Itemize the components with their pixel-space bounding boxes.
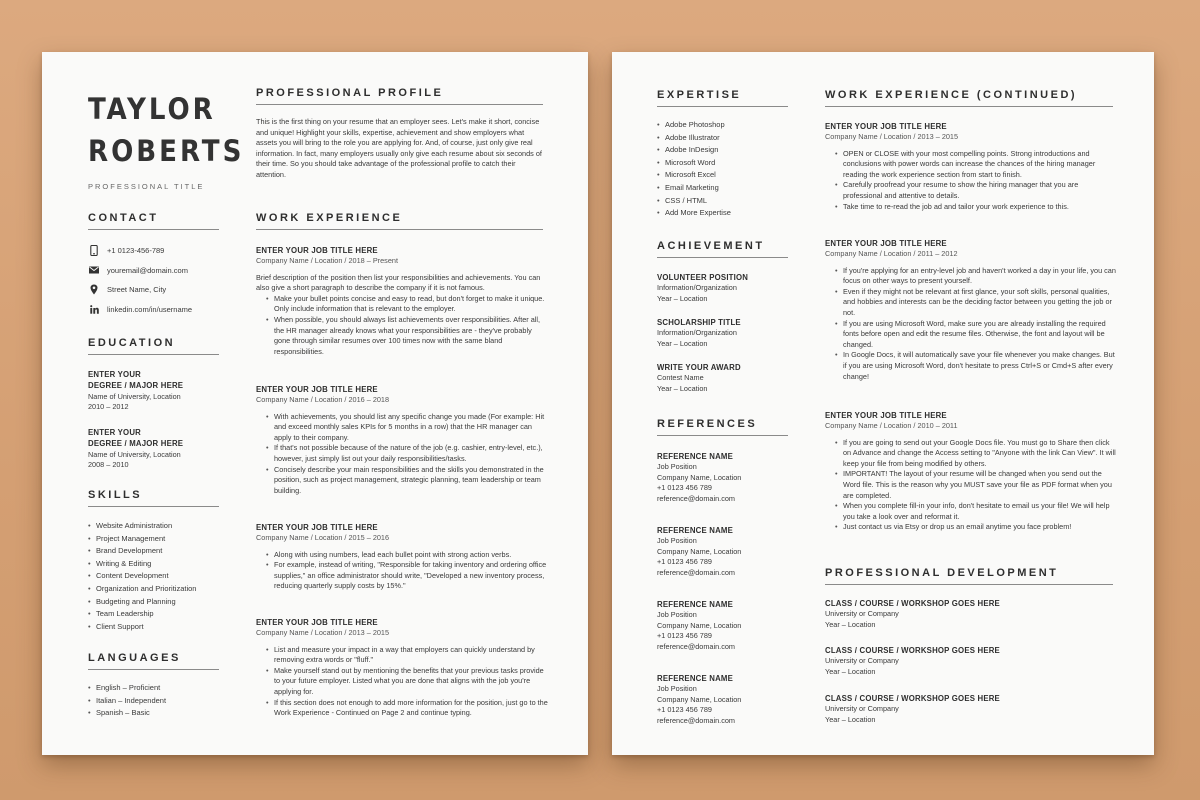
list-item: • Team Leadership <box>88 608 228 621</box>
reference-position: Job Position <box>657 610 697 619</box>
contact-linkedin <box>88 300 223 320</box>
reference-email: reference@domain.com <box>657 567 735 577</box>
course-year: Year – Location <box>825 714 876 724</box>
list-item: • In Google Docs, it will automatically save your file whenever you make changes. But if you are using Microsoft Word, don't hesitate to press Ctrl+S or Cmd+S after every change! <box>835 350 1117 382</box>
professional-title: PROFESSIONAL TITLE <box>88 182 205 191</box>
list-item: • Along with using numbers, lead each bullet point with strong action verbs. <box>266 550 548 561</box>
contact-linkedin-value: linkedin.com/in/username <box>107 304 193 314</box>
job-bullets <box>256 294 548 358</box>
education-years: 2008 – 2010 <box>88 460 129 470</box>
job-company: Company Name / Location / 2016 – 2018 <box>256 395 390 404</box>
skills-list <box>88 520 228 633</box>
list-item: • Spanish – Basic <box>88 707 228 720</box>
development-item <box>825 645 1117 677</box>
list-item: • When you complete fill-in your info, don't hesitate to email us your file! We will help you take a look over and reformat it. <box>835 501 1117 522</box>
list-item: • Website Administration <box>88 520 228 533</box>
reference-item <box>657 673 797 726</box>
contact-address-value: Street Name, City <box>107 285 167 295</box>
job-entry <box>825 238 1117 382</box>
reference-item <box>657 599 797 652</box>
achievement-item <box>657 272 797 304</box>
job-entry <box>825 410 1117 533</box>
list-item: • With achievements, you should list any specific change you made (For example: Hit and exceed monthly sales KPIs for 5 months in a row) that the HR manager can apply to their company. <box>266 412 548 444</box>
job-company: Company Name / Location / 2010 – 2011 <box>825 421 958 430</box>
list-item: • Brand Development <box>88 545 228 558</box>
resume-page-1 <box>42 52 588 755</box>
education-degree-line2: DEGREE / MAJOR HERE <box>88 438 184 448</box>
languages-heading: LANGUAGES <box>88 652 219 670</box>
reference-email: reference@domain.com <box>657 641 735 651</box>
list-item: • OPEN or CLOSE with your most compelling points. Strong introductions and conclusions with power words can increase the chances of the hiring manager reading the work experience section from start to finish. <box>835 149 1117 181</box>
job-company: Company Name / Location / 2015 – 2016 <box>256 533 390 542</box>
job-company: Company Name / Location / 2013 – 2015 <box>825 132 959 141</box>
name-last: ROBERTS <box>88 134 245 168</box>
course-title: CLASS / COURSE / WORKSHOP GOES HERE <box>825 694 1000 703</box>
job-bullets <box>256 412 548 497</box>
list-item: • List and measure your impact in a way that employers can quickly understand by removing extra words or "fluff." <box>266 645 548 666</box>
list-item: • If you are using Microsoft Word, make sure you are already installing the required fonts before open and edit the resume files. Otherwise, the font and layout will be changed. <box>835 319 1117 351</box>
skills-heading: SKILLS <box>88 489 219 507</box>
reference-phone: +1 0123 456 789 <box>657 483 712 493</box>
course-institution: University or Company <box>825 704 899 713</box>
list-item: • Writing & Editing <box>88 558 228 571</box>
contact-email-value: youremail@domain.com <box>107 265 188 275</box>
reference-email: reference@domain.com <box>657 715 735 725</box>
achievement-title: WRITE YOUR AWARD <box>657 363 741 372</box>
list-item: • Add More Expertise <box>657 207 797 220</box>
list-item: • Client Support <box>88 621 228 634</box>
list-item: • Organization and Prioritization <box>88 583 228 596</box>
job-company: Company Name / Location / 2018 – Present <box>256 256 398 265</box>
list-item: • Microsoft Word <box>657 157 797 170</box>
education-degree-line1: ENTER YOUR <box>88 428 141 437</box>
education-heading: EDUCATION <box>88 337 219 355</box>
list-item: • IMPORTANT! The layout of your resume will be changed when you send out the Word file. This is the reason why you MUST save your file as PDF format when you are completed. <box>835 469 1117 501</box>
list-item: • When possible, you should always list achievements over responsibilities. After all, the HR manager already knows what your responsibilities are - they've probably gone through similar resumes over 100 times now with the same bland responsibilities. <box>266 315 548 357</box>
reference-company: Company Name, Location <box>657 694 742 704</box>
achievement-heading: ACHIEVEMENT <box>657 240 788 258</box>
profile-heading: PROFESSIONAL PROFILE <box>256 87 543 105</box>
achievement-info: Contest Name <box>657 373 704 382</box>
list-item: • If this section does not enough to add more information for the position, just go to the Work Experience - Continued on Page 2 and continue typing. <box>266 698 548 719</box>
linkedin-icon <box>88 303 100 315</box>
education-degree-line1: ENTER YOUR <box>88 370 141 379</box>
list-item: • English – Proficient <box>88 682 228 695</box>
reference-company: Company Name, Location <box>657 620 742 630</box>
list-item: • For example, instead of writing, "Responsible for taking inventory and ordering office supplies," an office administrator should write, "Developed a new inventory process, reducing quarterly supply costs by 15%." <box>266 560 548 592</box>
list-item: • If you're applying for an entry-level job and haven't worked a day in your life, you can focus on other ways to present yourself. <box>835 266 1117 287</box>
education-item <box>88 370 228 413</box>
job-entry <box>256 384 548 496</box>
job-title: ENTER YOUR JOB TITLE HERE <box>256 618 378 627</box>
job-title: ENTER YOUR JOB TITLE HERE <box>256 246 378 255</box>
job-entry <box>825 121 1117 212</box>
reference-name: REFERENCE NAME <box>657 674 734 683</box>
achievement-info: Information/Organization <box>657 328 737 337</box>
education-degree-line2: DEGREE / MAJOR HERE <box>88 380 184 390</box>
expertise-list <box>657 119 797 220</box>
reference-phone: +1 0123 456 789 <box>657 631 712 641</box>
education-school: Name of University, Location <box>88 449 181 459</box>
job-title: ENTER YOUR JOB TITLE HERE <box>825 411 947 420</box>
reference-name: REFERENCE NAME <box>657 526 734 535</box>
reference-position: Job Position <box>657 536 697 545</box>
job-title: ENTER YOUR JOB TITLE HERE <box>256 523 378 532</box>
achievement-title: VOLUNTEER POSITION <box>657 273 749 282</box>
course-title: CLASS / COURSE / WORKSHOP GOES HERE <box>825 599 1000 608</box>
reference-name: REFERENCE NAME <box>657 600 734 609</box>
reference-phone: +1 0123 456 789 <box>657 557 712 567</box>
list-item: • If that's not possible because of the nature of the job (e.g. cashier, entry-level, etc.), however, just simply list out your daily responsibilities/tasks. <box>266 443 548 464</box>
course-year: Year – Location <box>825 619 876 629</box>
contact-address <box>88 280 223 300</box>
education-years: 2010 – 2012 <box>88 402 129 412</box>
location-pin-icon <box>88 284 100 296</box>
expertise-heading: EXPERTISE <box>657 89 788 107</box>
languages-list <box>88 682 228 720</box>
contact-heading: CONTACT <box>88 212 219 230</box>
reference-company: Company Name, Location <box>657 472 742 482</box>
job-intro: Brief description of the position then list your responsibilities and achievements. You can also give a short paragraph to describe the company if it is not famous. <box>256 272 541 293</box>
list-item: • Microsoft Excel <box>657 169 797 182</box>
contact-phone <box>88 241 223 261</box>
course-title: CLASS / COURSE / WORKSHOP GOES HERE <box>825 646 1000 655</box>
achievement-year: Year – Location <box>657 338 708 348</box>
job-bullets <box>825 266 1117 383</box>
contact-phone-value: +1 0123-456-789 <box>107 246 165 256</box>
list-item: • Carefully proofread your resume to show the hiring manager that you are professional and attentive to details. <box>835 180 1117 201</box>
job-bullets <box>256 645 548 719</box>
job-company: Company Name / Location / 2013 – 2015 <box>256 628 390 637</box>
achievement-year: Year – Location <box>657 293 708 303</box>
list-item: • Adobe Illustrator <box>657 132 797 145</box>
list-item: • Italian – Independent <box>88 695 228 708</box>
achievement-year: Year – Location <box>657 383 708 393</box>
reference-item <box>657 451 797 504</box>
list-item: • Take time to re-read the job ad and tailor your work experience to this. <box>835 202 1117 213</box>
job-entry <box>256 522 548 592</box>
list-item: • Even if they might not be relevant at first glance, your soft skills, personal qualities, and hobbies and interests can be the deciding factor between you getting the job or not. <box>835 287 1117 319</box>
job-company: Company Name / Location / 2011 – 2012 <box>825 249 958 258</box>
references-heading: REFERENCES <box>657 418 788 436</box>
reference-phone: +1 0123 456 789 <box>657 705 712 715</box>
name-first: TAYLOR <box>88 92 216 126</box>
work-experience-heading: WORK EXPERIENCE <box>256 212 543 230</box>
list-item: • Project Management <box>88 533 228 546</box>
job-bullets <box>825 438 1117 533</box>
reference-item <box>657 525 797 578</box>
course-year: Year – Location <box>825 666 876 676</box>
job-title: ENTER YOUR JOB TITLE HERE <box>825 122 947 131</box>
email-icon <box>88 264 100 276</box>
job-title: ENTER YOUR JOB TITLE HERE <box>825 239 947 248</box>
list-item: • Adobe Photoshop <box>657 119 797 132</box>
reference-name: REFERENCE NAME <box>657 452 734 461</box>
list-item: • Concisely describe your main responsibilities and the skills you demonstrated in the position, such as project management, strategic planning, team leadership or team building. <box>266 465 548 497</box>
course-institution: University or Company <box>825 609 899 618</box>
contact-email <box>88 261 223 281</box>
reference-company: Company Name, Location <box>657 546 742 556</box>
resume-page-2 <box>612 52 1154 755</box>
reference-position: Job Position <box>657 462 697 471</box>
list-item: • Make your bullet points concise and easy to read, but don't forget to make it unique. Only include information that is relevant to the employer. <box>266 294 548 315</box>
job-entry <box>256 245 548 357</box>
profile-text: This is the first thing on your resume that an employer sees. Let's make it short, concise and unique! Highlight your skills, expertise, achievement and show employers what assets you will bring to the role you are applying for. And, of course, just only give real information. In fact, many employers usually only give each resume about six seconds of their time. So you should take advantage of the professional profile to catch their attention. <box>256 117 542 179</box>
phone-icon <box>88 245 100 257</box>
list-item: • Content Development <box>88 570 228 583</box>
education-school: Name of University, Location <box>88 391 181 401</box>
list-item: • Just contact us via Etsy or drop us an email anytime you face problem! <box>835 522 1117 533</box>
list-item: • Budgeting and Planning <box>88 596 228 609</box>
job-entry <box>256 617 548 719</box>
education-item <box>88 428 228 471</box>
achievement-title: SCHOLARSHIP TITLE <box>657 318 741 327</box>
reference-email: reference@domain.com <box>657 493 735 503</box>
development-item <box>825 598 1117 630</box>
development-item <box>825 693 1117 725</box>
contact-list <box>88 241 223 319</box>
job-bullets <box>256 550 548 592</box>
list-item: • Adobe InDesign <box>657 144 797 157</box>
list-item: • Make yourself stand out by mentioning the benefits that your previous tasks provide to your future employer. Listed what you are done that aligns with the job you're applying for. <box>266 666 548 698</box>
achievement-item <box>657 362 797 394</box>
achievement-item <box>657 317 797 349</box>
job-title: ENTER YOUR JOB TITLE HERE <box>256 385 378 394</box>
reference-position: Job Position <box>657 684 697 693</box>
job-bullets <box>825 149 1117 213</box>
list-item: • Email Marketing <box>657 182 797 195</box>
list-item: • If you are going to send out your Google Docs file. You must go to Share then click on Advance and change the Access setting to "Anyone with the link Can View". It will keep your file from being modified by others. <box>835 438 1117 470</box>
list-item: • CSS / HTML <box>657 195 797 208</box>
achievement-info: Information/Organization <box>657 283 737 292</box>
work-continued-heading: WORK EXPERIENCE (CONTINUED) <box>825 89 1113 107</box>
development-heading: PROFESSIONAL DEVELOPMENT <box>825 567 1113 585</box>
course-institution: University or Company <box>825 656 899 665</box>
